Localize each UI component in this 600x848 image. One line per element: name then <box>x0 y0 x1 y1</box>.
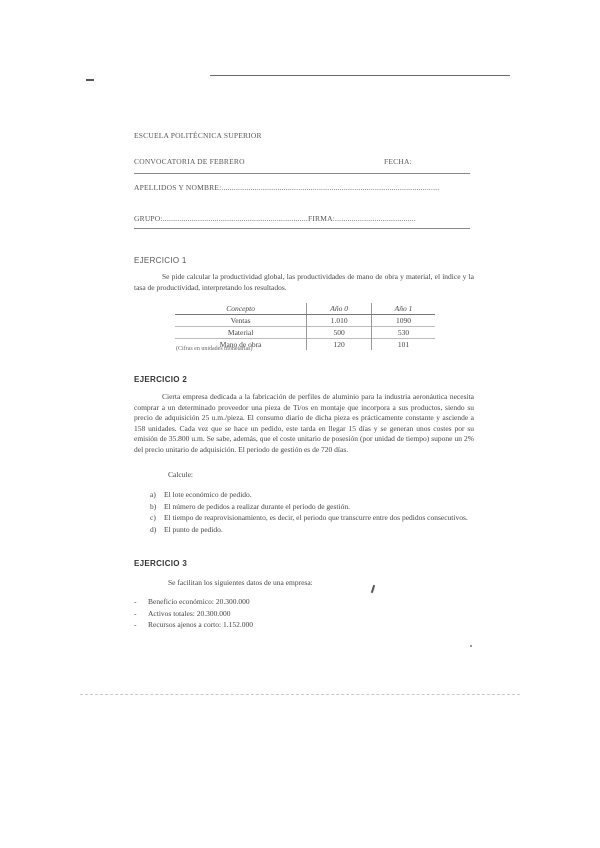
apellidos-field <box>134 183 439 192</box>
table-cell: 1.010 <box>307 315 372 327</box>
table-header-row <box>175 303 435 315</box>
table-cell: 500 <box>307 327 372 339</box>
list-item <box>150 502 474 513</box>
grupo-field <box>134 214 416 223</box>
bullet-icon: - <box>134 608 137 618</box>
list-item <box>150 525 474 536</box>
ejercicio3-title: EJERCICIO 3 <box>134 559 188 568</box>
pen-mark <box>371 585 375 593</box>
ejercicio1-text: Se pide calcular la productividad global, las productividades de mano de obra y material, el índice y la tasa de productividad, interpretando los resultados. <box>134 272 474 292</box>
list-item-text: El número de pedidos a realizar durante el período de gestión. <box>164 501 350 511</box>
bullet-icon: - <box>134 620 137 629</box>
productivity-table <box>175 303 435 350</box>
firma-dots: ....................................... <box>335 214 416 223</box>
list-item <box>150 490 474 501</box>
list-item <box>134 609 253 620</box>
scan-mark <box>86 79 94 81</box>
grupo-dots: ...................................................................... <box>162 214 308 223</box>
table-cell: 1090 <box>372 315 435 327</box>
fecha-label: FECHA: <box>384 157 412 166</box>
table-cell: Material <box>175 327 307 339</box>
ejercicio2-text: Cierta empresa dedicada a la fabricación de perfiles de aluminio para la industria aeronáutica necesita comprar a un determinado proveedor una pieza de Ti/os en montaje que incorpora a sus productos, siendo su precio de adquisición 25 u.m./pieza. El consumo diario de dicha pieza es prácticamente constante y asciende a 158 unidades. Cada vez que se hace un pedido, este tarda en llegar 15 días y se generan unos costes por su emisión de 35.800 u.m. Se sabe, además, que el coste unitario de posesión (por unidad de tiempo) supone un 2% del precio unitario de adquisición. El periodo de gestión es de 720 días. <box>134 392 474 454</box>
table-cell: Mano de obra <box>175 339 307 351</box>
table-cell: Ventas <box>175 315 307 327</box>
grupo-label: GRUPO: <box>134 214 163 223</box>
list-item-text: El lote económico de pedido. <box>164 490 252 499</box>
table-cell: 101 <box>372 339 435 351</box>
apellidos-dots: ......................................................................................................... <box>221 183 440 192</box>
list-item-text: Recursos ajenos a corto: 1.152.000 <box>148 620 253 629</box>
table-header: Concepto <box>175 303 307 315</box>
list-item-text: El tiempo de reaprovisionamiento, es decir, el periodo que transcurre entre dos pedidos consecutivos. <box>164 513 468 522</box>
table-header: Año 1 <box>372 303 435 315</box>
list-item-letter: a) <box>150 490 156 499</box>
scan-speck <box>470 645 472 647</box>
list-item-text: Activos totales: 20.300.000 <box>148 608 231 618</box>
list-item-text: El punto de pedido. <box>164 524 223 534</box>
list-item <box>134 620 253 631</box>
scan-edge-bottom <box>80 694 520 695</box>
ejercicio2-list <box>150 490 474 536</box>
table-row <box>175 315 435 327</box>
calcule-label: Calcule: <box>168 470 193 479</box>
list-item <box>134 597 253 608</box>
apellidos-label: APELLIDOS Y NOMBRE: <box>134 183 222 192</box>
ejercicio3-list <box>134 597 253 632</box>
table-cell: 120 <box>307 339 372 351</box>
scan-edge-top <box>210 75 510 76</box>
table-cell: 530 <box>372 327 435 339</box>
convocatoria-label: CONVOCATORIA DE FEBRERO <box>134 157 245 166</box>
table-header: Año 0 <box>307 303 372 315</box>
table-note: (Cifras en unidades monetarias) <box>176 346 253 352</box>
list-item <box>150 513 474 524</box>
bullet-icon: - <box>134 597 137 606</box>
list-item-letter: b) <box>150 501 157 511</box>
ejercicio1-title: EJERCICIO 1 <box>134 256 187 265</box>
list-item-text: Beneficio económico: 20.300.000 <box>148 597 250 606</box>
firma-label: FIRMA: <box>307 214 336 223</box>
list-item-letter: d) <box>150 524 157 534</box>
ejercicio3-text: Se facilitan los siguientes datos de una empresa: <box>168 578 313 587</box>
list-item-letter: c) <box>150 513 156 522</box>
school-name: ESCUELA POLITÉCNICA SUPERIOR <box>134 131 262 140</box>
table-row <box>175 327 435 339</box>
ejercicio2-title: EJERCICIO 2 <box>134 375 188 384</box>
